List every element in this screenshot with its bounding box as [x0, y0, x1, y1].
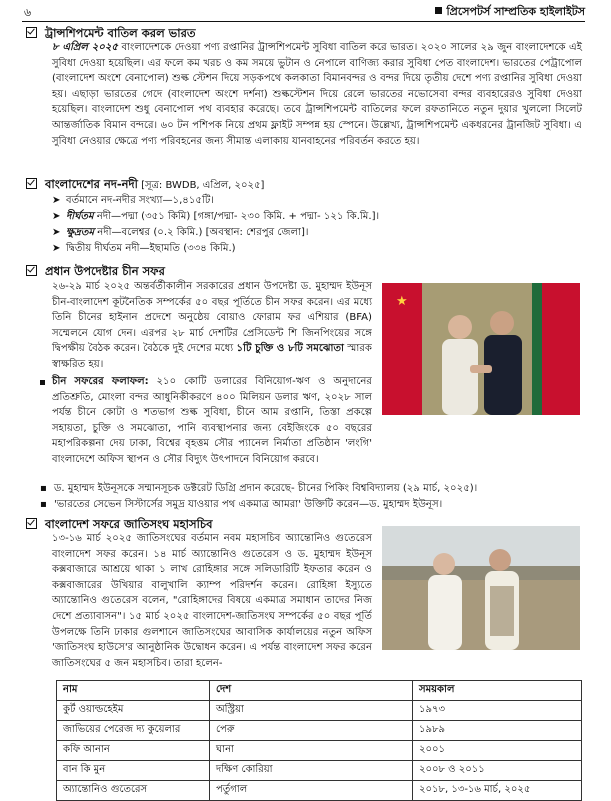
section-title: প্রধান উপদেষ্টার চীন সফর: [45, 264, 165, 278]
table-row: [57, 761, 582, 781]
list-item-text: ড. মুহাম্মদ ইউনূসকে সম্মানসূচক ডক্টরেট ডিগ্রি প্রদান করেছে- চীনের পিকিং বিশ্ববিদ্যালয় (২৯ মার্চ, ২০২৫)।: [54, 483, 478, 494]
table-cell: বান কি মুন: [57, 761, 210, 781]
table-cell: কফি আনান: [57, 741, 210, 761]
body-text: স্মারক স্বাক্ষরিত হয়।: [52, 343, 372, 370]
square-icon: [435, 7, 442, 14]
date-text: ৮ এপ্রিল ২০২৫: [52, 42, 118, 53]
table-row: [57, 701, 582, 721]
list-item-text: নদী—বলেশ্বর (০.২ কিমি.) [অবস্থান: শেরপুর জেলা]।: [94, 227, 309, 238]
table-cell: পর্তুগাল: [210, 781, 413, 801]
table-header-cell: সময়কাল: [413, 681, 582, 701]
transshipment-paragraph: [52, 40, 582, 149]
bold-text: ১টি চুক্তি ও ৮টি সমঝোতা: [236, 343, 344, 355]
body-text: বাংলাদেশকে দেওয়া পণ্য রপ্তানির ট্রান্সশিপমেন্ট সুবিধা বাতিল করে ভারত। ২০২০ সালের ২৯ জুন বাংলাদেশকে এই সুবিধা দেওয়া হয়েছিল। এর ফলে কম খরচ ও কম সময়ে ভুটান ও নেপালে বাণিজ্য করার সুবিধা পেত বাংলাদেশ। ভারতের পেট্রাপোল (বাংলাদেশ অংশে বেনাপোল) শুল্ক স্টেশন দিয়ে সড়কপথে কলকাতা বিমানবন্দর ও বন্দর দিয়ে তৃতীয় দেশে পণ্য রপ্তানির সুবিধা দেওয়া হয়। এছাড়া ভারতের গেদে (বাংলাদেশ অংশে দর্শনা) শুল্কস্টেশন দিয়ে রেলে ভারতের নভোসেবা বন্দর ব্যবহারেরও সুবিধা দেওয়া হয়েছিল। বাংলাদেশ শুধু বেনাপোল পথ ব্যবহার করেছে। তবে ট্রান্সশিপমেন্ট বাতিলের ফলে রফতানিতে নতুন দুয়ার খুললো সিলেট আন্তর্জাতিক বিমান বন্দরে। ৬০ টন পশিপক নিয়ে প্রথম ফ্লাইট সম্পন্ন হয় স্পেনে। উল্লেখ্য, ট্রান্সশিপমেন্ট একধরনের ট্রানজিট সুবিধা। এ সুবিধা নেওয়ার ক্ষেত্রে পণ্য পরিবহনের জন্য সীমান্ত এলাকায় যানবাহনের পরিবর্তন করতে হয়।: [52, 42, 582, 147]
list-item: [52, 193, 214, 208]
table-cell: অস্ট্রিয়া: [210, 701, 413, 721]
checkbox-icon: [26, 178, 37, 189]
body-text: ২৬-২৯ মার্চ ২০২৫ অন্তর্বর্তীকালীন সরকারের প্রধান উপদেষ্টা ড. মুহাম্মদ ইউনূস চীন-বাংলাদেশ কূটনৈতিক সম্পর্কের ৫০ বছর পূর্তিতে চীন সফর করেন। এর মধ্যে তিনি চীনের হাইনান প্রদেশে অনুষ্ঠেয় বোয়াও ফোরাম ফর এশিয়ার (BFA) সম্মেলনে যোগ দেন। এরপর ২৮ মার্চ দেশটির প্রেসিডেন্ট শি জিনপিংয়ের সঙ্গে দ্বিপক্ষীয় বৈঠক করেন। বৈঠকে দুই দেশের মধ্যে: [52, 281, 372, 355]
table-cell: কুর্ট ওয়াল্ডহেইম: [57, 701, 210, 721]
section-title: ট্রান্সশিপমেন্ট বাতিল করল ভারত: [45, 26, 196, 40]
table-row: [57, 781, 582, 801]
list-item-text: নদী—পদ্মা (৩৫১ কিমি) [গঙ্গা/পদ্মা- ২৩০ কিমি. + পদ্মা- ১২১ কি.মি.]।: [93, 211, 380, 222]
list-item-text: বর্তমানে নদ-নদীর সংখ্যা—১,৪১৫টি।: [66, 195, 214, 206]
page-header: [0, 0, 611, 22]
checkbox-icon: [26, 27, 37, 38]
table-cell: অ্যান্তোনিও গুতেরেস: [57, 781, 210, 801]
un-secretaries-table: [56, 680, 582, 801]
list-item: [40, 481, 477, 496]
table-header-cell: দেশ: [210, 681, 413, 701]
table-cell: জাভিয়ের পেরেজ দ্য কুয়েলার: [57, 721, 210, 741]
svg-text:★: ★: [396, 294, 408, 309]
camp-visit-illustration: [382, 526, 580, 650]
list-item-text: 'ভারতের সেভেন সিস্টার্সের সমুদ্র যাওয়ার পথ একমাত্র আমরা' উক্তিটি করেন—ড. মুহাম্মদ ইউনূস।: [54, 499, 443, 510]
section-title: বাংলাদেশের নদ-নদী: [45, 177, 138, 191]
table-row: [57, 741, 582, 761]
square-bullet-icon: [40, 380, 45, 385]
table-header-row: [57, 681, 582, 701]
arrow-bullet-icon: ➤: [52, 211, 61, 222]
table-cell: ২০১৮, ১৩-১৬ মার্চ, ২০২৫: [413, 781, 582, 801]
un-visit-paragraph: [52, 531, 372, 671]
two-leaders-handshake-photo: [382, 283, 580, 415]
handshake-illustration: [382, 283, 580, 415]
table-cell: ঘানা: [210, 741, 413, 761]
list-item-text: দ্বিতীয় দীর্ঘতম নদী—ইছামতি (৩৩৪ কিমি.): [66, 243, 236, 254]
list-item-label: ক্ষুদ্রতম: [66, 227, 95, 238]
arrow-bullet-icon: ➤: [52, 227, 61, 238]
list-item: [40, 497, 442, 512]
square-bullet-icon: ▪: [40, 483, 47, 494]
table-row: [57, 721, 582, 741]
table-cell: ২০০১: [413, 741, 582, 761]
checkbox-icon: [26, 518, 37, 529]
arrow-bullet-icon: ➤: [52, 195, 61, 206]
square-bullet-icon: ▪: [40, 499, 47, 510]
china-visit-paragraph: [52, 279, 372, 373]
table-cell: ২০০৮ ও ২০১১: [413, 761, 582, 781]
table-cell: দক্ষিণ কোরিয়া: [210, 761, 413, 781]
un-chief-and-adviser-photo: [382, 526, 580, 650]
page-number: ৬: [24, 6, 32, 19]
arrow-bullet-icon: ➤: [52, 243, 61, 254]
table-header-cell: নাম: [57, 681, 210, 701]
header-rule: [22, 21, 585, 22]
list-item: [52, 225, 309, 240]
list-item: [52, 241, 236, 256]
table-cell: ১৯৭৩: [413, 701, 582, 721]
source-text: [সূত্র: BWDB, এপ্রিল, ২০২৫]: [137, 180, 265, 191]
header-title-text: প্রিসেপটর্স সাম্প্রতিক হাইলাইটস: [446, 5, 585, 18]
table-cell: ১৯৮৯: [413, 721, 582, 741]
china-result-paragraph: [52, 374, 372, 468]
result-label: চীন সফরের ফলাফল:: [52, 376, 149, 387]
checkbox-icon: [26, 265, 37, 276]
list-item: [52, 209, 379, 224]
list-item-label: দীর্ঘতম: [66, 211, 94, 222]
result-text: ২১০ কোটি ডলারের বিনিয়োগ-ঋণ ও অনুদানের প্রতিশ্রুতি, মোংলা বন্দর আধুনিকীকরণে ৪০০ মিলিয়ন ডলার ঋণ, ২০২৮ সাল পর্যন্ত চীনে কোটা ও শতভাগ শুল্ক সুবিধা, চীনে আম রপ্তানি, তিস্তা প্রকল্পে সহায়তা, চুক্তি ও সমঝোতা, পানি ব্যবস্থাপনার জন্য বেইজিংকে ৫০ বছরের মহাপরিকল্পনা দেয় ঢাকা, বিশ্বের বৃহত্তম সৌর প্যানেল নির্মাতা প্রতিষ্ঠান 'লংগি' বাংলাদেশে অফিস স্থাপন ও সৌর বিদ্যুৎ উৎপাদনে বিনিয়োগ করবে।: [52, 376, 372, 465]
table-cell: পেরু: [210, 721, 413, 741]
section-title: বাংলাদেশ সফরে জাতিসংঘ মহাসচিব: [45, 517, 213, 531]
body-text: ১৩-১৬ মার্চ ২০২৫ জাতিসংঘের বর্তমান নবম মহাসচিব অ্যান্তোনিও গুতেরেস বাংলাদেশ সফর করেন। ১৪ মার্চ অ্যান্তোনিও গুতেরেস ও ড. মুহাম্মদ ইউনূস কক্সবাজারে আশ্রয়ে থাকা ১ লাখ রোহিঙ্গার সঙ্গে সলিডারিটি ইফতার করেন ও কক্সবাজারের উখিয়ার বালুখালি ক্যাম্প পরিদর্শন করেন। রোহিঙ্গা ইস্যুতে অ্যান্তোনিও গুতেরেস বলেন, "রোহিঙ্গাদের বিষয়ে একমাত্র সমাধান তাদের নিজ দেশে প্রত্যাবাসন"। ১৫ মার্চ ২০২৫ বাংলাদেশ-জাতিসংঘ সম্পর্কের ৫০ বছর পূর্তি উপলক্ষে তিনি ঢাকার গুলশানে জাতিসংঘের আবাসিক কার্যালয়ের নতুন অফিস 'জাতিসংঘ হাউসে'র আনুষ্ঠানিক উদ্বোধন করেন। এ পর্যন্ত বাংলাদেশ সফর করেন জাতিসংঘের ৫ জন মহাসচিব। তারা হলেন-: [52, 533, 372, 669]
header-title: [435, 3, 585, 22]
